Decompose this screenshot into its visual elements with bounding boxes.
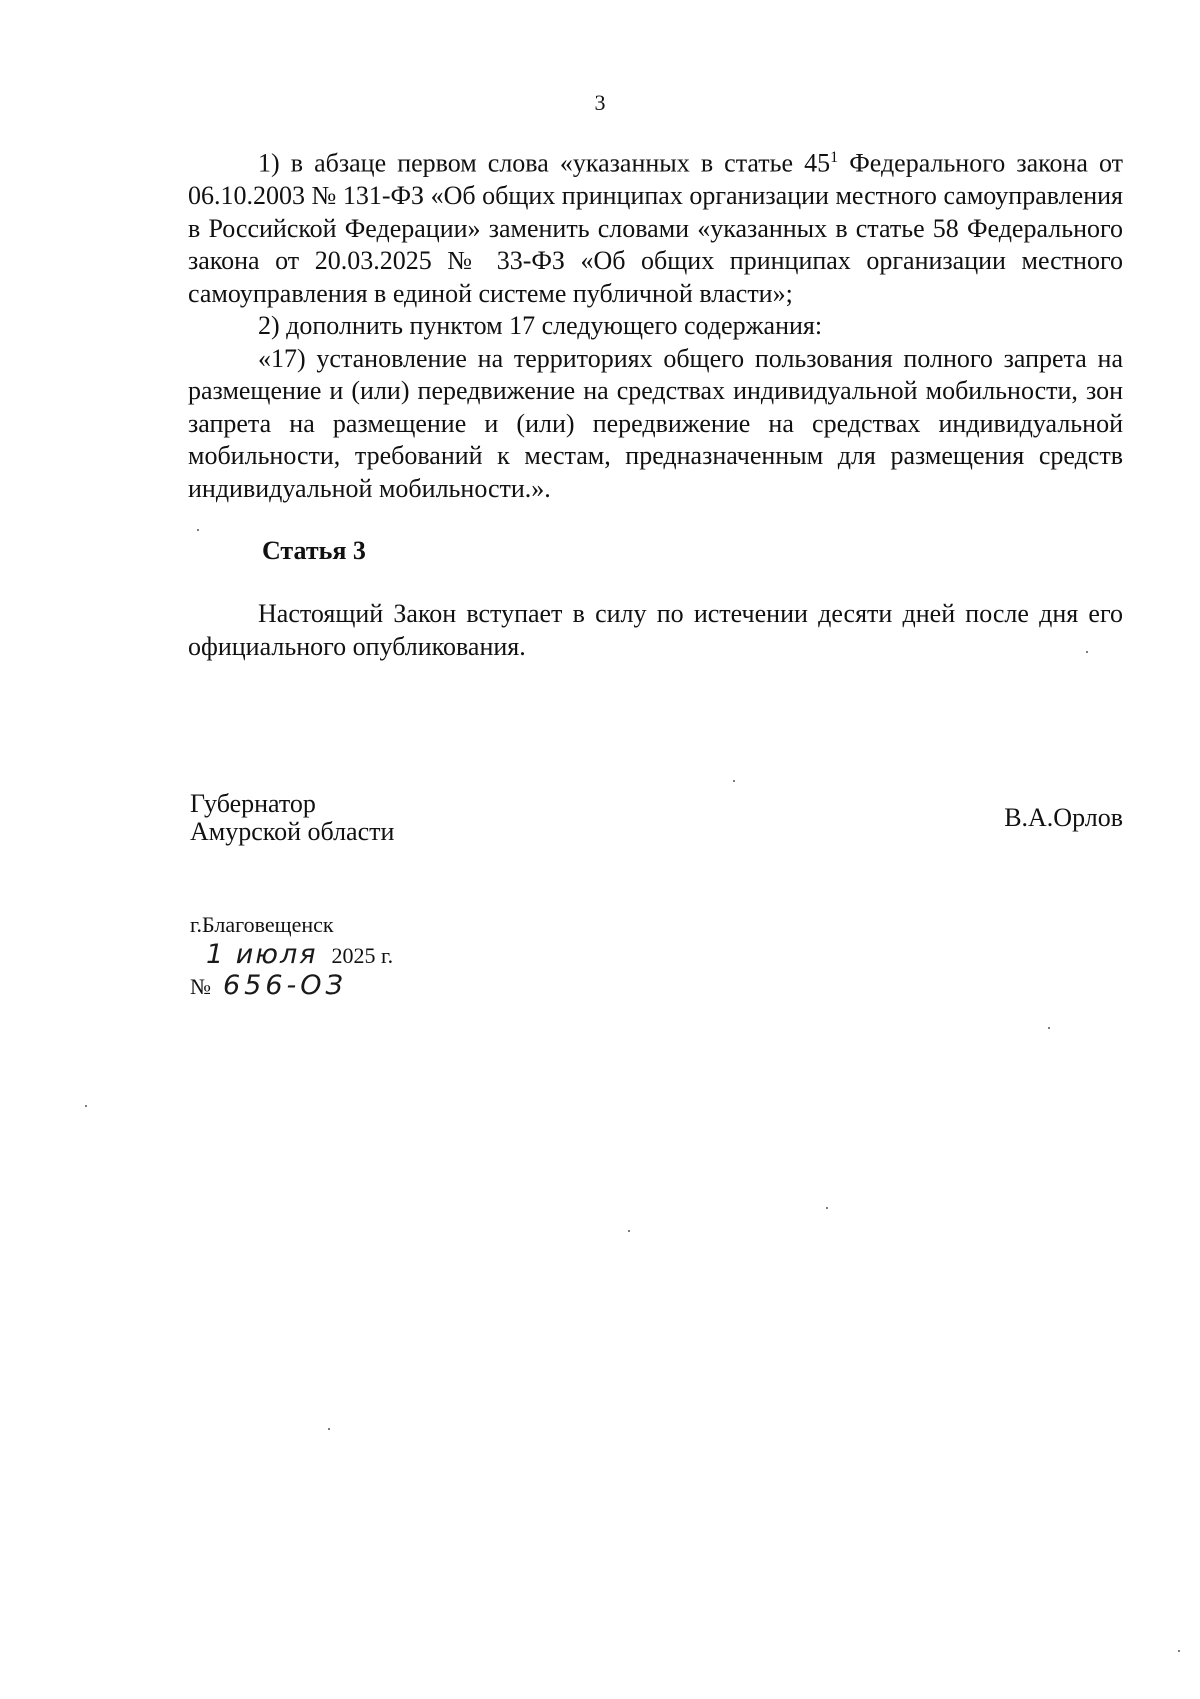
page-number: 3 — [594, 90, 606, 115]
scan-speck — [328, 1428, 330, 1430]
scan-speck — [826, 1207, 828, 1209]
issuance-year: 2025 г. — [331, 943, 394, 968]
signer-title-line-2: Амурской области — [190, 817, 395, 846]
article-3-text: Настоящий Закон вступает в силу по истечении десяти дней после дня его официального опубликования. — [188, 599, 1123, 661]
issuance-date-line — [190, 940, 393, 971]
scan-speck — [733, 780, 735, 782]
handwritten-law-number: 656-ОЗ — [223, 970, 347, 1001]
scan-speck — [197, 529, 199, 531]
amendments-section — [188, 142, 1123, 505]
article-3-heading: Статья 3 — [262, 536, 366, 565]
scan-speck — [85, 1105, 87, 1107]
issuance-number-line — [190, 971, 393, 1002]
number-sign: № — [190, 974, 211, 999]
scan-speck — [1048, 1027, 1050, 1029]
amendment-item-17: «17) установление на территориях общего пользования полного запрета на размещение и (или) передвижение на средствах индивидуальной мобильности, зон запрета на размещение и (или) передвижение на средствах индивидуальной мобильности, требований к местам, предназначенным для размещения средств индивидуальной мобильности.». — [188, 343, 1123, 503]
scan-speck — [1178, 1650, 1180, 1652]
signer-name: В.А.Орлов — [1004, 803, 1123, 832]
issuance-city: г.Благовещенск — [190, 912, 334, 937]
amendment-item-2: 2) дополнить пунктом 17 следующего содержания: — [258, 311, 823, 341]
amendment-item-1-suffix: Федерального закона от 06.10.2003 № 131-ФЗ «Об общих принципах организации местного самоуправления в Российской Федерации» заменить словами «указанных в статье 58 Федерального закона от 20.03.2025 № 33-ФЗ «Об общих принципах организации местного самоуправления в единой системе публичной власти»; — [188, 148, 1123, 308]
amendment-item-1-prefix: 1) в абзаце первом слова «указанных в статье 45 — [258, 148, 831, 178]
amendment-item-1 — [188, 142, 1123, 310]
issuance-block — [190, 910, 393, 1002]
signer-title — [190, 790, 394, 846]
signer-title-line-1: Губернатор — [190, 789, 316, 818]
scan-speck — [1086, 651, 1088, 653]
scan-speck — [628, 1230, 630, 1232]
handwritten-date: 1 июля — [206, 939, 318, 970]
article-superscript: 1 — [830, 149, 839, 166]
